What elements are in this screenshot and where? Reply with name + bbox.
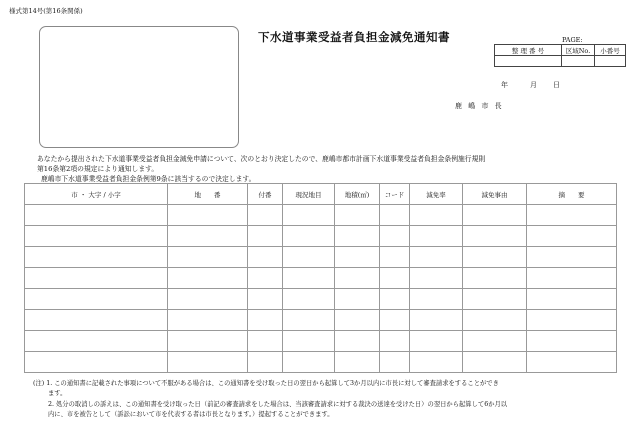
table-cell: [527, 331, 617, 352]
table-cell: [283, 247, 335, 268]
table-cell: [248, 205, 283, 226]
table-cell: [283, 226, 335, 247]
table-cell: [248, 226, 283, 247]
ref-value-seiri: [495, 56, 562, 67]
table-cell: [248, 352, 283, 373]
table-cell: [168, 352, 248, 373]
table-cell: [283, 310, 335, 331]
table-cell: [283, 268, 335, 289]
table-cell: [410, 268, 463, 289]
table-cell: [335, 205, 380, 226]
table-cell: [335, 268, 380, 289]
address-window: [39, 26, 239, 148]
note-1-line-1: (注) 1. この通知書に記載された事項について不服がある場合は、この通知書を受け取った日の翌日から起算して3か月以内に市長に対して審査請求をすることができ: [33, 380, 499, 387]
ref-value-sub: [595, 56, 626, 67]
table-cell: [248, 331, 283, 352]
table-cell: [463, 268, 527, 289]
table-cell: [410, 289, 463, 310]
table-cell: [25, 310, 168, 331]
table-cell: [25, 331, 168, 352]
table-cell: [410, 352, 463, 373]
body-line-2: 第16条第2項の規定により通知します。: [37, 165, 159, 173]
table-cell: [335, 310, 380, 331]
table-cell: [463, 226, 527, 247]
table-cell: [463, 352, 527, 373]
table-cell: [335, 226, 380, 247]
form-number: 様式第14号(第16条関係): [9, 7, 83, 15]
table-row: [25, 268, 617, 289]
table-cell: [380, 310, 410, 331]
document-title: 下水道事業受益者負担金減免通知書: [258, 30, 450, 44]
body-line-3: 鹿嶋市下水道事業受益者負担金条例第9条に該当するので決定します。: [41, 175, 256, 183]
table-cell: [283, 205, 335, 226]
date-month: 月: [530, 81, 537, 89]
table-cell: [25, 226, 168, 247]
table-cell: [527, 226, 617, 247]
column-header: 現況地目: [283, 184, 335, 205]
table-cell: [335, 331, 380, 352]
table-cell: [410, 205, 463, 226]
table-cell: [380, 226, 410, 247]
table-row: [25, 289, 617, 310]
column-header: 付番: [248, 184, 283, 205]
table-cell: [168, 310, 248, 331]
table-cell: [410, 310, 463, 331]
table-cell: [463, 331, 527, 352]
table-cell: [380, 352, 410, 373]
issuer: 鹿 嶋 市 長: [455, 102, 504, 110]
column-header: 減免事由: [463, 184, 527, 205]
table-cell: [463, 247, 527, 268]
table-cell: [380, 205, 410, 226]
body-line-1: あなたから提出された下水道事業受益者負担金減免申請について、次のとおり決定したので、鹿嶋市都市計画下水道事業受益者負担金条例施行規則: [37, 155, 486, 163]
table-cell: [283, 331, 335, 352]
note-2-line-2: 内に、市を被告として（訴訟において市を代表する者は市長となります。）提起することができます。: [48, 411, 334, 418]
table-cell: [527, 352, 617, 373]
table-cell: [248, 289, 283, 310]
table-cell: [410, 247, 463, 268]
table-row: [25, 310, 617, 331]
page-label: PAGE:: [562, 36, 583, 44]
table-row: [25, 226, 617, 247]
table-cell: [335, 352, 380, 373]
table-cell: [527, 247, 617, 268]
table-cell: [410, 226, 463, 247]
table-cell: [527, 205, 617, 226]
table-cell: [25, 352, 168, 373]
table-cell: [168, 268, 248, 289]
date-year: 年: [501, 81, 508, 89]
table-cell: [527, 289, 617, 310]
table-cell: [168, 205, 248, 226]
table-cell: [168, 289, 248, 310]
table-cell: [25, 289, 168, 310]
table-cell: [25, 205, 168, 226]
column-header: コード: [380, 184, 410, 205]
table-cell: [25, 268, 168, 289]
note-1-line-2: ます。: [48, 390, 67, 397]
table-cell: [248, 247, 283, 268]
table-cell: [527, 268, 617, 289]
table-cell: [168, 226, 248, 247]
ref-value-area: [562, 56, 595, 67]
table-cell: [380, 247, 410, 268]
table-cell: [248, 268, 283, 289]
table-cell: [248, 310, 283, 331]
table-cell: [168, 247, 248, 268]
table-cell: [463, 289, 527, 310]
table-cell: [380, 289, 410, 310]
column-header: 地 番: [168, 184, 248, 205]
column-header: 市 ・ 大字 / 小字: [25, 184, 168, 205]
column-header: 減免率: [410, 184, 463, 205]
table-row: [25, 352, 617, 373]
table-cell: [283, 289, 335, 310]
table-cell: [25, 247, 168, 268]
column-header: 摘 要: [527, 184, 617, 205]
table-cell: [380, 268, 410, 289]
table-row: [25, 247, 617, 268]
table-row: [25, 205, 617, 226]
ref-header-seiri: 整 理 番 号: [495, 45, 562, 56]
table-cell: [335, 289, 380, 310]
note-2-line-1: 2. 処分の取消しの訴えは、この通知書を受け取った日（前記の審査請求をした場合は、当該審査請求に対する裁決の送達を受けた日）の翌日から起算して6か月以: [48, 401, 508, 408]
table-cell: [168, 331, 248, 352]
date-day: 日: [553, 81, 560, 89]
table-cell: [335, 247, 380, 268]
ref-header-area: 区域No.: [562, 45, 595, 56]
table-cell: [410, 331, 463, 352]
table-cell: [283, 352, 335, 373]
land-detail-table: [24, 183, 617, 373]
table-row: [25, 331, 617, 352]
column-header: 地積(㎡): [335, 184, 380, 205]
table-cell: [463, 205, 527, 226]
ref-header-sub: 小番号: [595, 45, 626, 56]
table-cell: [527, 310, 617, 331]
table-cell: [463, 310, 527, 331]
table-cell: [380, 331, 410, 352]
reference-number-table: [494, 44, 626, 67]
